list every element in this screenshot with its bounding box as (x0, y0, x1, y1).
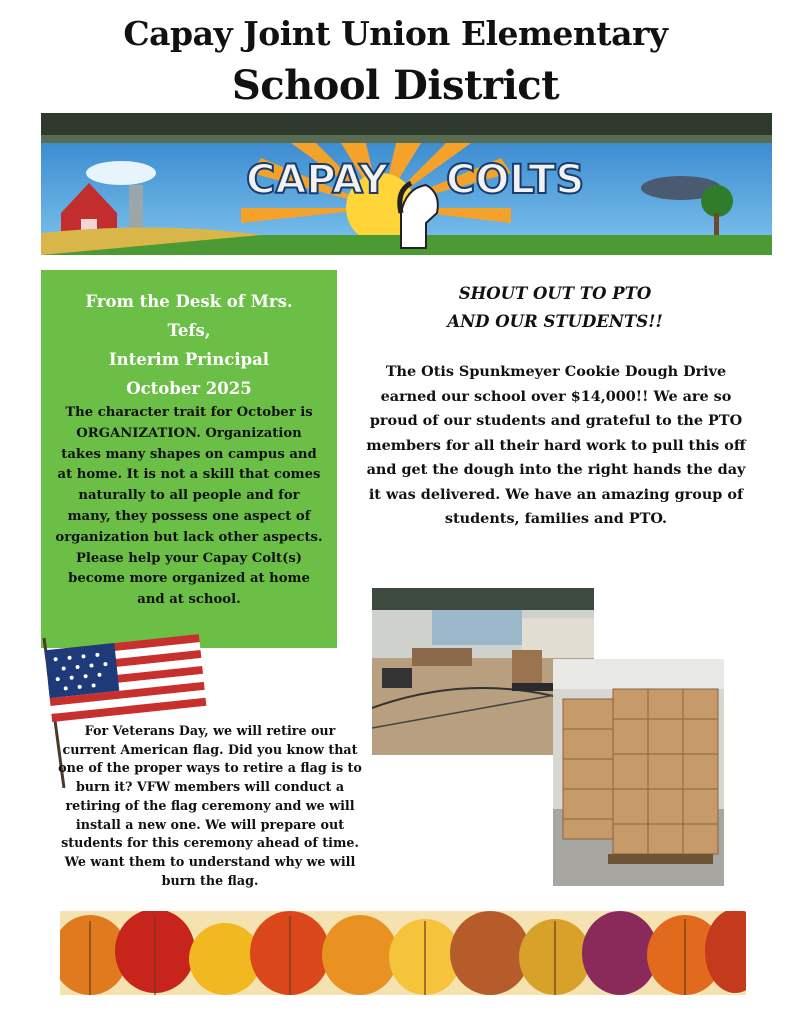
shoutout-heading-line: AND OUR STUDENTS!! (447, 312, 663, 331)
principal-heading-line: Tefs, (167, 321, 211, 340)
mural-word-capay: CAPAY (246, 157, 389, 203)
veterans-day-text: For Veterans Day, we will retire our current American flag. Did you know that one of the proper ways to retire a flag is to burn it? VFW members will conduct a retiring of the flag ceremony and we will install a new one. We will prepare out students for this ceremony ahead of time. We want them to understand why we will burn the flag. (58, 723, 362, 888)
district-title-line1: Capay Joint Union Elementary (123, 14, 668, 53)
principal-heading (41, 287, 337, 403)
mural-banner-image (41, 113, 772, 255)
district-title-line2: School District (231, 62, 560, 109)
mural-word-colts: COLTS (446, 157, 585, 203)
principal-message-text: The character trait for October is ORGANIZATION. Organization takes many shapes on campus and at home. It is not a skill that comes naturally to all people and for many, they possess one aspect of organization but lack other aspects. Please help your Capay Colt(s) become more organized at home and at school. (55, 405, 323, 608)
pallet-boxes-photo (553, 659, 724, 886)
cookie-drive-text: The Otis Spunkmeyer Cookie Dough Drive earned our school over $14,000!! We are so proud of our students and grateful to the PTO members for all their hard work to pull this off and get the dough into the right hands the day it was delivered. We have an amazing group of students, families and PTO. (366, 363, 746, 527)
principal-heading-line: October 2025 (126, 379, 252, 398)
principal-heading-line: From the Desk of Mrs. (85, 292, 293, 311)
autumn-leaves-border (60, 911, 746, 995)
principal-message-box (41, 270, 337, 648)
shoutout-heading (390, 280, 720, 336)
shoutout-heading-line: SHOUT OUT TO PTO (458, 284, 652, 303)
principal-heading-line: Interim Principal (108, 350, 270, 369)
